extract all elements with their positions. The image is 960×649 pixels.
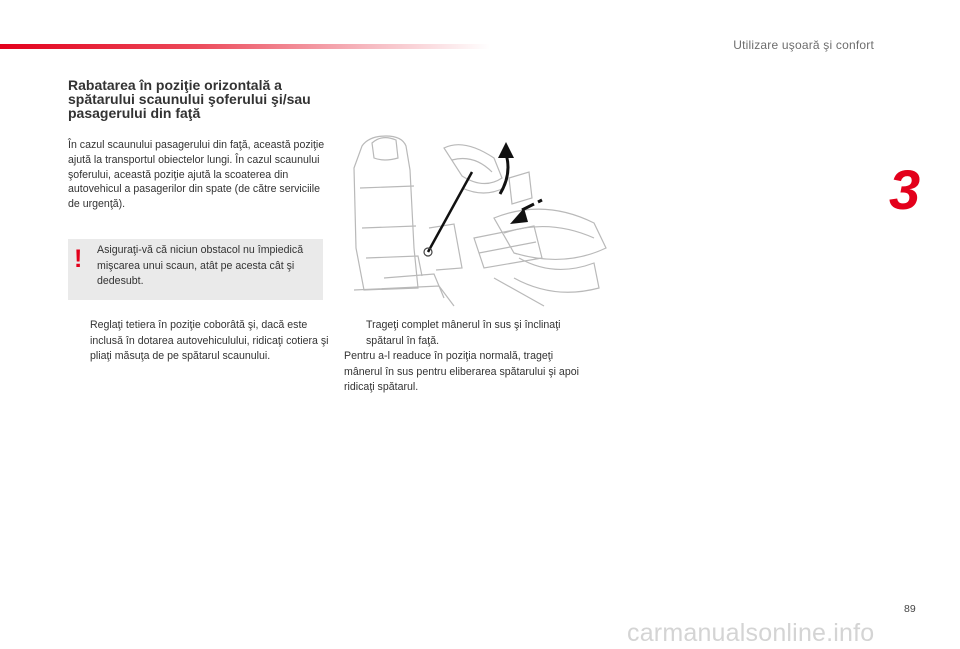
step-headrest [68, 318, 330, 365]
exclamation-icon: ! [74, 245, 83, 273]
step-handle-text: Trageţi complet mânerul în sus şi înclinaţi spătarul în faţă. [366, 319, 561, 347]
step-handle [344, 318, 594, 396]
step-headrest-text: Reglaţi tetiera în poziţie coborâtă şi, dacă este inclusă în dotarea autovehiculului, ridicaţi cotiera şi pliaţi măsuţa de pe spătarul scaunului. [90, 319, 329, 362]
warning-text: Asiguraţi-vă că niciun obstacol nu împiedică mişcarea unui scaun, atât pe acesta cât şi dedesubt. [97, 244, 304, 287]
curved-arrow-icon [500, 154, 508, 194]
seat-fold-illustration [344, 128, 614, 308]
step-return-note: Pentru a-l readuce în poziţia normală, trageţi mânerul în sus pentru eliberarea spătarului şi apoi ridicaţi spătarul. [344, 350, 579, 393]
chapter-header-title: Utilizare uşoară şi confort [733, 38, 874, 52]
intro-paragraph: În cazul scaunului pasagerului din faţă, această poziţie ajută la transportul obiectelor lungi. În cazul scaunului şoferului, această poziţie ajută la scoaterea din autovehicul a pasagerilor din spate (de către serviciile de urgenţă). [68, 139, 325, 211]
checkbox-bullet-icon [68, 318, 90, 365]
checkbox-bullet-icon [344, 318, 366, 349]
chapter-number: 3 [889, 158, 919, 221]
page-number: 89 [904, 603, 916, 615]
header-accent-bar [0, 44, 490, 49]
watermark: carmanualsonline.info [627, 619, 875, 647]
section-title: Rabatarea în poziţie orizontală a spătarului scaunului şoferului şi/sau pasagerului din faţă [68, 77, 311, 121]
